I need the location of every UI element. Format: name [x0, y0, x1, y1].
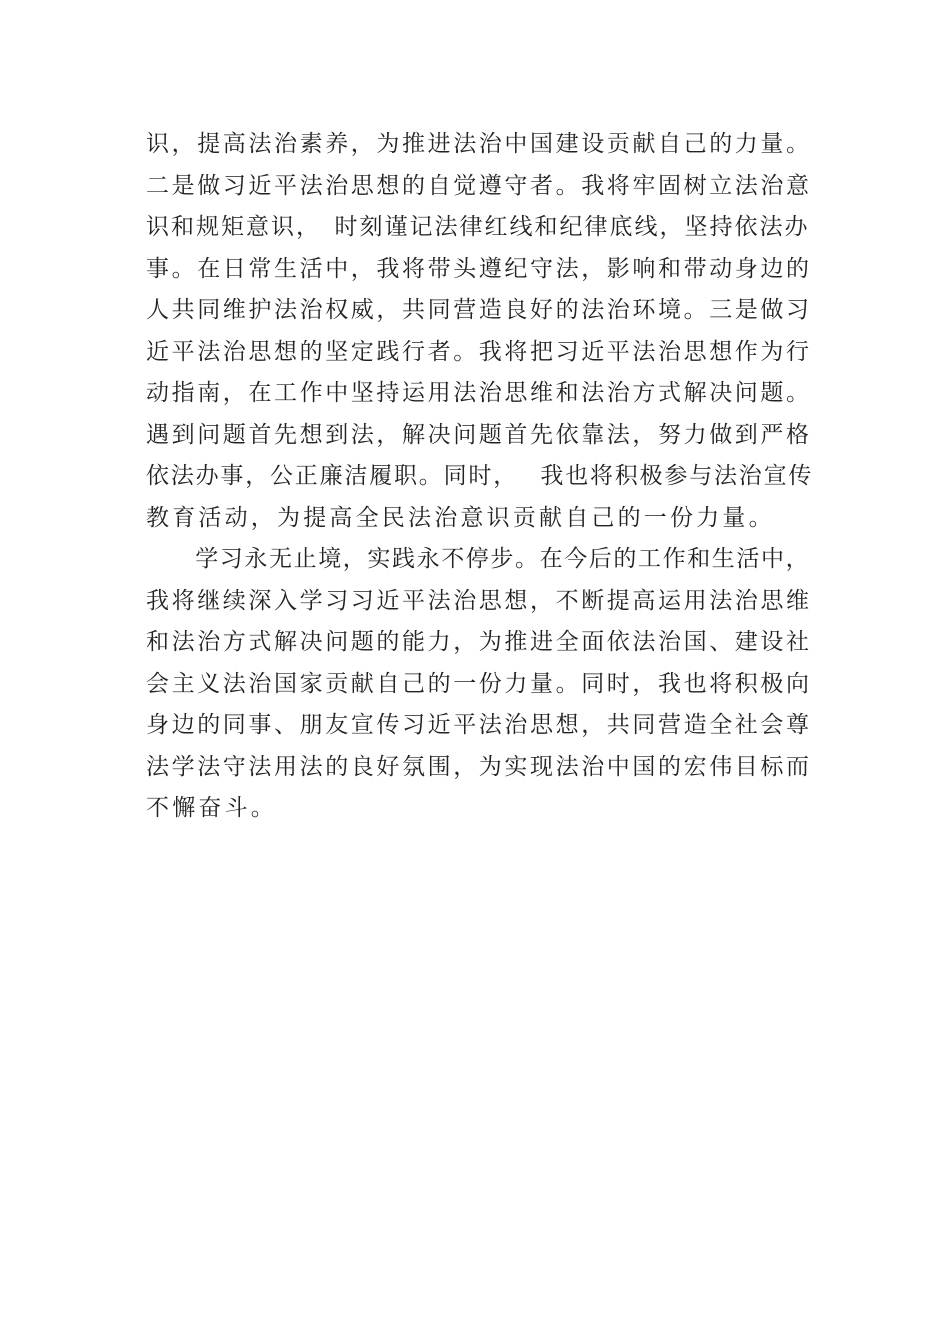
text-line: 依法办事，公正廉洁履职。同时， 我也将积极参与法治宣传: [146, 463, 814, 489]
text-line: 会主义法治国家贡献自己的一份力量。同时，我也将积极向: [146, 670, 812, 697]
text-line: 和法治方式解决问题的能力，为推进全面依法治国、建设社: [146, 629, 812, 655]
text-line: 二是做习近平法治思想的自觉遵守者。我将牢固树立法治意: [146, 172, 812, 199]
text-line: 我将继续深入学习习近平法治思想，不断提高运用法治思维: [146, 587, 812, 614]
document-body: [146, 124, 814, 830]
text-line: 身边的同事、朋友宣传习近平法治思想，共同营造全社会尊: [146, 712, 812, 738]
text-line: 遇到问题首先想到法，解决问题首先依靠法，努力做到严格: [146, 421, 812, 448]
text-line: 法学法守法用法的良好氛围，为实现法治中国的宏伟目标而: [146, 753, 812, 780]
text-line: 教育活动，为提高全民法治意识贡献自己的一份力量。: [146, 504, 775, 531]
text-line: 识和规矩意识， 时刻谨记法律红线和纪律底线，坚持依法办: [146, 214, 810, 240]
text-line: 人共同维护法治权威，共同营造良好的法治环境。三是做习: [146, 297, 812, 323]
text-line: 事。在日常生活中，我将带头遵纪守法，影响和带动身边的: [146, 255, 812, 282]
text-line: 学习永无止境，实践永不停步。在今后的工作和生活中，: [146, 546, 811, 572]
text-line: 动指南，在工作中坚持运用法治思维和法治方式解决问题。: [146, 380, 812, 406]
text-line: 识，提高法治素养，为推进法治中国建设贡献自己的力量。: [146, 131, 812, 157]
text-line: 不懈奋斗。: [146, 795, 277, 821]
text-line: 近平法治思想的坚定践行者。我将把习近平法治思想作为行: [146, 338, 812, 365]
